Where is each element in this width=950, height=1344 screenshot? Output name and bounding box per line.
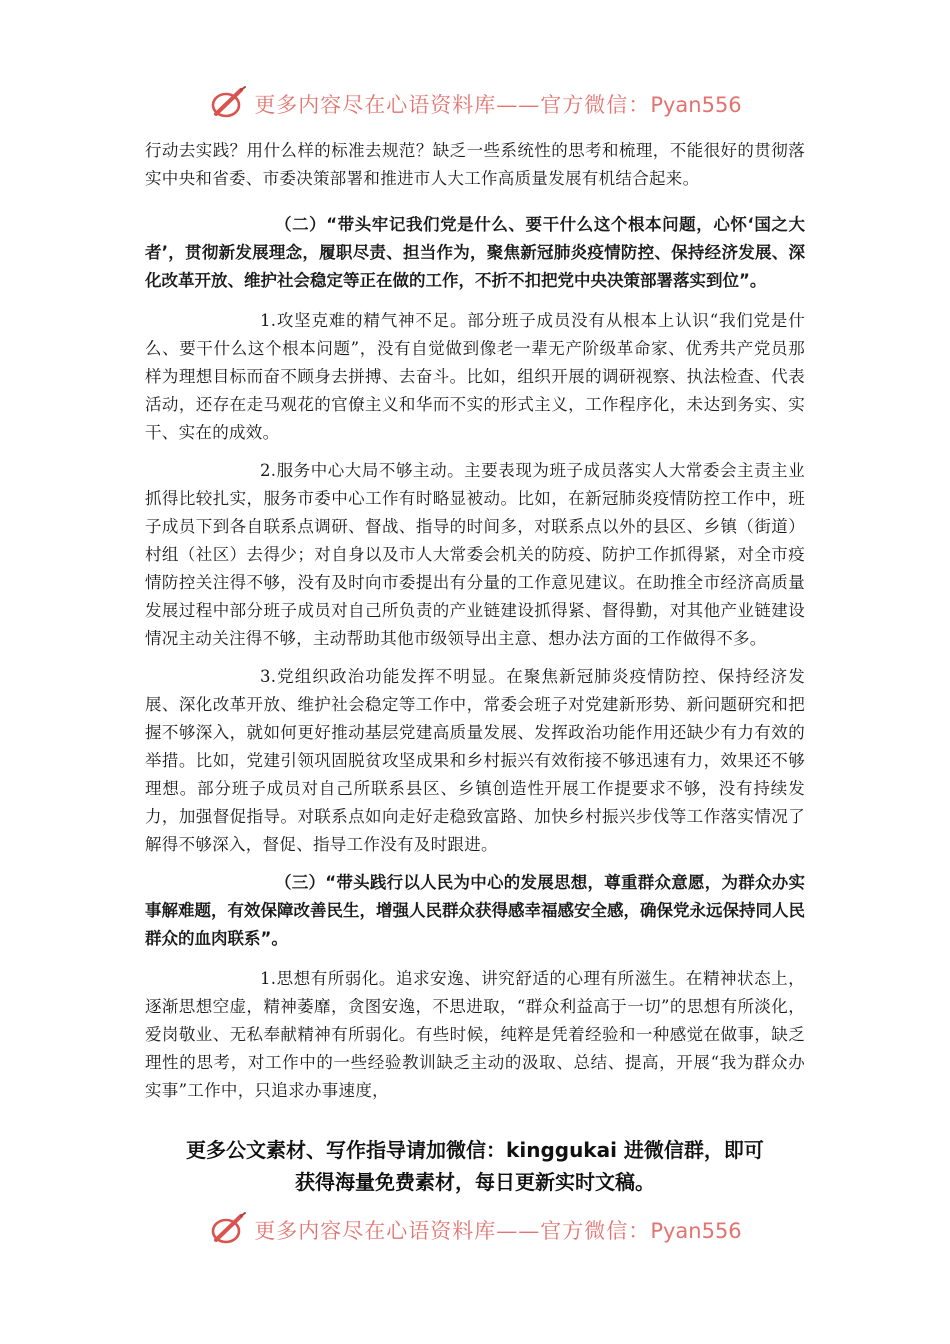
section-heading-3: （三）“带头践行以人民为中心的发展思想，尊重群众意愿，为群众办实事解难题，有效保障改善民生，增强人民群众获得感幸福感安全感，确保党永远保持同人民群众的血肉联系”。	[145, 873, 805, 948]
footer-wechat-id: Pyan556	[650, 1219, 742, 1243]
paragraph-2-3: 3.党组织政治功能发挥不明显。在聚焦新冠肺炎疫情防控、保持经济发展、深化改革开放、维护社会稳定等工作中，常委会班子对党建新形势、新问题研究和把握不够深入，就如何更好推动基层党建高质量发展、发挥政治功能作用还缺少有力有效的举措。比如，党建引领巩固脱贫攻坚成果和乡村振兴有效衔接不够迅速有力，效果还不够理想。部分班子成员对自己所联系县区、乡镇创造性开展工作提要求不够，没有持续发力，加强督促指导。对联系点如向走好走稳致富路、加快乡村振兴步伐等工作落实情况了解得不够深入，督促、指导工作没有及时跟进。	[145, 667, 805, 854]
promo-line-2: 获得海量免费素材，每日更新实时文稿。	[295, 1170, 655, 1194]
document-body	[145, 137, 805, 1115]
header-banner-text: 更多内容尽在心语资料库——官方微信：Pyan556	[254, 93, 742, 117]
pen-logo-icon	[208, 1210, 248, 1250]
header-wechat-id: Pyan556	[650, 93, 742, 117]
paragraph-3-1: 1.思想有所弱化。追求安逸、讲究舒适的心理有所滋生。在精神状态上，逐渐思想空虚，精神萎靡，贪图安逸，不思进取，“群众利益高于一切”的思想有所淡化，爱岗敬业、无私奉献精神有所弱化。有些时候，纯粹是凭着经验和一种感觉在做事，缺乏理性的思考，对工作中的一些经验教训缺乏主动的汲取、总结、提高，开展“我为群众办实事”工作中，只追求办事速度，	[145, 969, 805, 1100]
footer-banner	[0, 1208, 950, 1252]
paragraph-2-1: 1.攻坚克难的精气神不足。部分班子成员没有从根本上认识“我们党是什么、要干什么这个根本问题”，没有自觉做到像老一辈无产阶级革命家、优秀共产党员那样为理想目标而奋不顾身去拼搏、去奋斗。比如，组织开展的调研视察、执法检查、代表活动，还存在走马观花的官僚主义和华而不实的形式主义，工作程序化，未达到务实、实干、实在的成效。	[145, 311, 805, 442]
footer-banner-text: 更多内容尽在心语资料库——官方微信：Pyan556	[254, 1219, 742, 1243]
header-banner	[0, 82, 950, 126]
promo-line-1: 更多公文素材、写作指导请加微信：kinggukai 进微信群，即可	[186, 1138, 764, 1162]
promo-text	[100, 1134, 850, 1198]
paragraph-intro: 行动去实践？用什么样的标准去规范？缺乏一些系统性的思考和梳理，不能很好的贯彻落实中央和省委、市委决策部署和推进市人大工作高质量发展有机结合起来。	[145, 141, 805, 188]
pen-logo-icon	[208, 84, 248, 124]
section-heading-2: （二）“带头牢记我们党是什么、要干什么这个根本问题，心怀‘国之大者’，贯彻新发展理念，履职尽责、担当作为，聚焦新冠肺炎疫情防控、保持经济发展、深化改革开放、维护社会稳定等正在做的工作，不折不扣把党中央决策部署落实到位”。	[145, 215, 805, 290]
paragraph-2-2: 2.服务中心大局不够主动。主要表现为班子成员落实人大常委会主责主业抓得比较扎实，服务市委中心工作有时略显被动。比如，在新冠肺炎疫情防控工作中，班子成员下到各自联系点调研、督战、指导的时间多，对联系点以外的县区、乡镇（街道）村组（社区）去得少；对自身以及市人大常委会机关的防疫、防护工作抓得紧，对全市疫情防控关注得不够，没有及时向市委提出有分量的工作意见建议。在助推全市经济高质量发展过程中部分班子成员对自己所负责的产业链建设抓得紧、督得勤，对其他产业链建设情况主动关注得不够，主动帮助其他市级领导出主意、想办法方面的工作做得不多。	[145, 461, 805, 648]
